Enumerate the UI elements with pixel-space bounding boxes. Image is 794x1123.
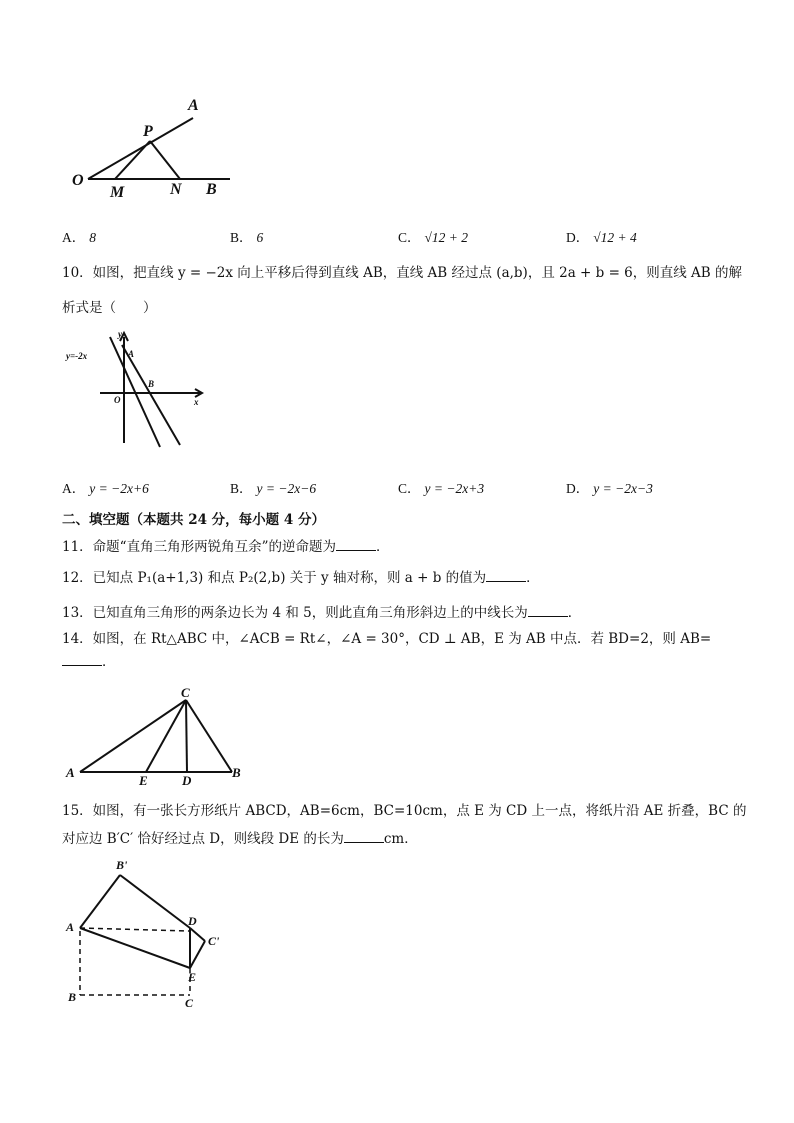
q9-option-b: B． 6 — [230, 230, 264, 245]
q15-blank[interactable] — [344, 828, 384, 843]
fig9-label-o: O — [72, 172, 84, 189]
q10-line2: 析式是（ ） — [62, 300, 157, 316]
q9-option-a: A． 8 — [62, 230, 96, 245]
section-heading-fill-in: 二、填空题（本题共 24 分，每小题 4 分） — [62, 512, 325, 528]
q10-option-c: C． y = −2x+3 — [398, 481, 485, 496]
figure-q14 — [60, 685, 260, 790]
q11: 11．命题“直角三角形两锐角互余”的逆命题为 ． — [62, 536, 389, 557]
fig15-label-c: C — [185, 996, 194, 1010]
fig9-label-m: M — [110, 184, 125, 201]
fig10-label-o: O — [114, 395, 121, 405]
q9-option-c: C． √12 + 2 — [398, 230, 469, 245]
fig9-label-n: N — [170, 181, 182, 198]
fig10-label-x: x — [194, 397, 199, 407]
fig10-label-a: A — [128, 349, 135, 359]
q14-line1: 14．如图，在 Rt△ABC 中，∠ACB = Rt∠，∠A = 30°，CD ⊥ AB，E 为 AB 中点．若 BD=2，则 AB= — [62, 631, 712, 647]
fig14-label-c: C — [181, 685, 190, 700]
q15-line2: 对应边 B′C′ 恰好经过点 D，则线段 DE 的长为 cm． — [62, 828, 418, 849]
fig15-label-e: E — [188, 970, 197, 984]
figure-q15 — [60, 855, 235, 1015]
fig14-label-d: D — [182, 773, 192, 788]
q14-blank[interactable] — [62, 651, 102, 666]
fig15-label-d: D — [188, 914, 197, 928]
figure-q10 — [60, 325, 210, 455]
fig15-label-a: A — [66, 920, 75, 934]
fig15-label-b-prime: B' — [116, 858, 128, 872]
q13-blank[interactable] — [528, 602, 568, 617]
q15-line1: 15．如图，有一张长方形纸片 ABCD，AB=6cm，BC=10cm，点 E 为 CD 上一点，将纸片沿 AE 折叠，BC 的 — [62, 803, 747, 819]
fig10-label-b: B — [148, 379, 155, 389]
fig14-label-a: A — [66, 765, 75, 780]
fig10-label-y: y — [118, 329, 122, 339]
q12-blank[interactable] — [486, 567, 526, 582]
q14-line2: ． — [62, 651, 116, 672]
fig9-label-b: B — [206, 181, 217, 198]
q10-option-b: B． y = −2x−6 — [230, 481, 317, 496]
fig10-label-line: y=-2x — [66, 351, 88, 361]
fig9-label-p: P — [143, 123, 153, 140]
q10-line1: 10．如图，把直线 y = −2x 向上平移后得到直线 AB，直线 AB 经过点 (a,b)，且 2a + b = 6，则直线 AB 的解 — [62, 265, 743, 281]
q10-option-a: A． y = −2x+6 — [62, 481, 149, 496]
fig15-label-c-prime: C' — [208, 934, 220, 948]
fig14-label-e: E — [139, 773, 148, 788]
figure-q9 — [68, 90, 248, 205]
q9-option-d: D． √12 + 4 — [566, 230, 637, 245]
fig14-label-b: B — [232, 765, 241, 780]
fig15-label-b: B — [68, 990, 77, 1004]
q13: 13．已知直角三角形的两条边长为 4 和 5，则此直角三角形斜边上的中线长为 ． — [62, 602, 581, 623]
q11-blank[interactable] — [336, 536, 376, 551]
q10-option-d: D． y = −2x−3 — [566, 481, 653, 496]
fig9-label-a: A — [188, 97, 199, 114]
q12: 12．已知点 P₁(a+1,3) 和点 P₂(2,b) 关于 y 轴对称，则 a + b 的值为 ． — [62, 567, 540, 588]
